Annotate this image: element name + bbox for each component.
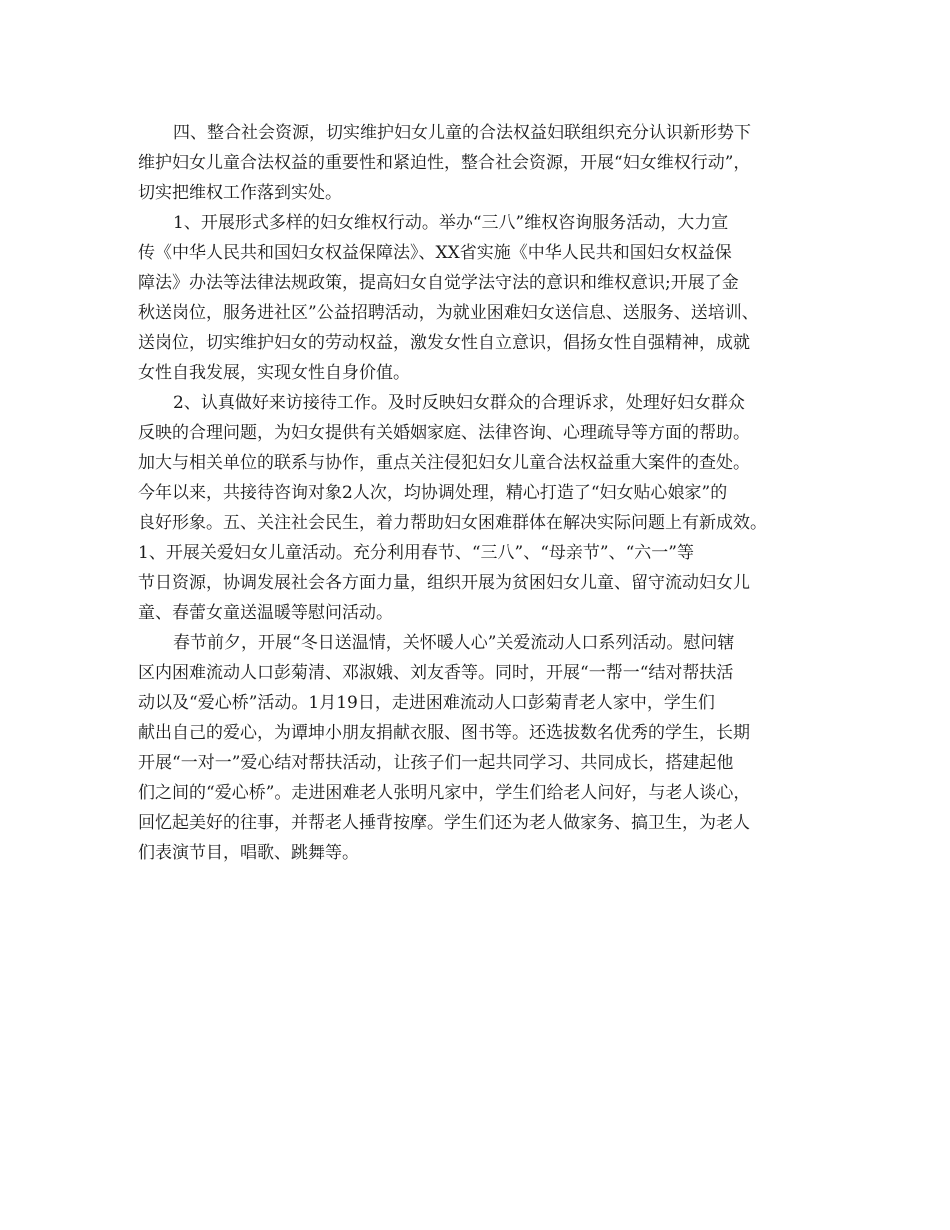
text-line: 回忆起美好的往事，并帮老人捶背按摩。学生们还为老人做家务、搞卫生，为老人 [138, 813, 750, 833]
text-line: 传《中华人民共和国妇女权益保障法》、XX省实施《中华人民共和国妇女权益保 [138, 243, 732, 263]
text-line: 区内困难流动人口彭菊清、邓淑娥、刘友香等。同时，开展“一帮一“结对帮扶活 [138, 663, 734, 683]
text-line: 1、开展关爱妇女儿童活动。充分利用春节、“三八”、“母亲节”、“六一”等 [138, 543, 694, 563]
paragraph-spring-festival [138, 628, 822, 868]
paragraph-women-rights-intro [138, 118, 822, 208]
text-line: 维护妇女儿童合法权益的重要性和紧迫性，整合社会资源，开展“妇女维权行动”， [138, 153, 751, 173]
text-line: 四、整合社会资源，切实维护妇女儿童的合法权益妇联组织充分认识新形势下 [173, 123, 751, 143]
text-line: 女性自我发展，实现女性自身价值。 [138, 363, 410, 383]
text-line: 良好形象。五、关注社会民生，着力帮助妇女困难群体在解决实际问题上有新成效。 [138, 513, 767, 533]
text-line: 秋送岗位，服务进社区”公益招聘活动，为就业困难妇女送信息、送服务、送培训、 [138, 303, 759, 323]
paragraph-visitor-reception [138, 388, 822, 628]
text-line: 今年以来，共接待咨询对象2人次，均协调处理，精心打造了“妇女贴心娘家”的 [138, 483, 728, 503]
text-line: 切实把维权工作落到实处。 [138, 183, 342, 203]
text-line: 障法》办法等法律法规政策，提高妇女自觉学法守法的意识和维权意识;开展了金 [138, 273, 739, 293]
text-line: 1、开展形式多样的妇女维权行动。举办“三八”维权咨询服务活动，大力宣 [173, 213, 729, 233]
text-line: 2、认真做好来访接待工作。及时反映妇女群众的合理诉求，处理好妇女群众 [173, 393, 745, 413]
text-line: 反映的合理问题，为妇女提供有关婚姻家庭、法律咨询、心理疏导等方面的帮助。 [138, 423, 750, 443]
paragraph-rights-actions [138, 208, 822, 388]
text-line: 节日资源，协调发展社会各方面力量，组织开展为贫困妇女儿童、留守流动妇女儿 [138, 573, 750, 593]
text-line: 送岗位，切实维护妇女的劳动权益，激发女性自立意识，倡扬女性自强精神，成就 [138, 333, 750, 353]
text-line: 们之间的“爱心桥”。走进困难老人张明凡家中，学生们给老人问好，与老人谈心， [138, 783, 751, 803]
text-line: 们表演节目，唱歌、跳舞等。 [138, 843, 359, 863]
text-line: 春节前夕，开展“冬日送温情，关怀暖人心”关爱流动人口系列活动。慰问辖 [173, 633, 735, 653]
text-line: 加大与相关单位的联系与协作，重点关注侵犯妇女儿童合法权益重大案件的查处。 [138, 453, 750, 473]
text-line: 开展“一对一”爱心结对帮扶活动，让孩子们一起共同学习、共同成长，搭建起他 [138, 753, 734, 773]
text-line: 动以及“爱心桥”活动。1月19日，走进困难流动人口彭菊青老人家中，学生们 [138, 693, 715, 713]
document-body [138, 118, 822, 868]
text-line: 献出自己的爱心，为谭坤小朋友捐献衣服、图书等。还选拔数名优秀的学生，长期 [138, 723, 750, 743]
text-line: 童、春蕾女童送温暖等慰问活动。 [138, 603, 393, 623]
